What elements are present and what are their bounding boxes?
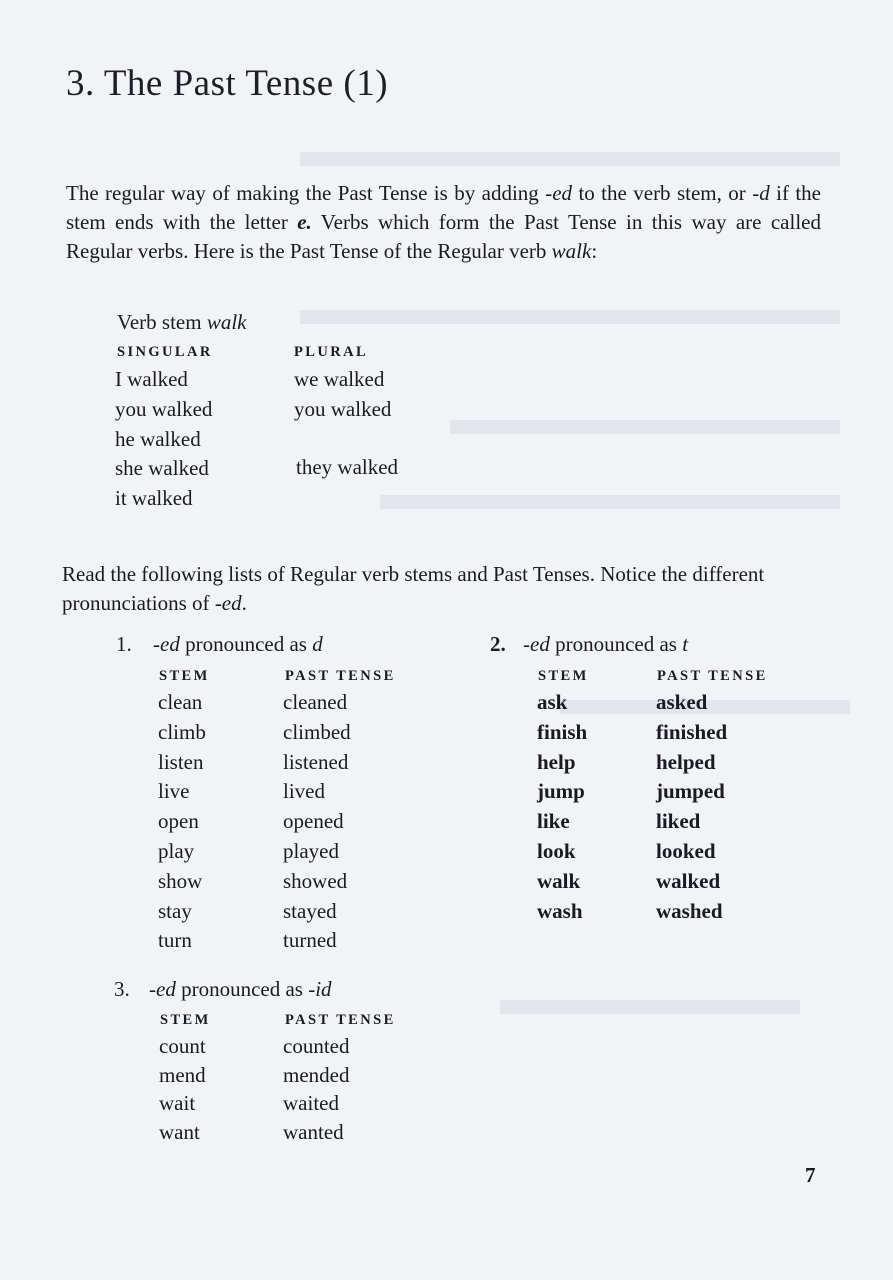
intro-paragraph	[66, 179, 821, 266]
singular-forms	[115, 365, 212, 514]
list-1-number: 1.	[116, 632, 132, 656]
list-2-past	[656, 688, 727, 926]
list-2-stems	[537, 688, 587, 926]
list-1-label: pronounced as	[179, 632, 313, 656]
past-word: mended	[283, 1062, 350, 1087]
list-3-past-header: PAST TENSE	[285, 1012, 396, 1028]
page-number: 7	[805, 1163, 816, 1187]
past-word: wanted	[283, 1119, 344, 1144]
stem-word: clean	[158, 690, 203, 714]
list-3-number: 3.	[114, 977, 130, 1001]
intro-text-2: to the verb stem, or	[572, 181, 753, 205]
singular-form: it walked	[115, 486, 193, 511]
past-word: washed	[656, 898, 723, 923]
past-word: lived	[283, 779, 325, 804]
stem-word: turn	[158, 928, 192, 953]
past-word: stayed	[283, 898, 337, 923]
past-word: jumped	[656, 779, 725, 804]
past-word: looked	[656, 838, 716, 863]
list-3-stems	[159, 1032, 206, 1146]
stem-word: jump	[537, 779, 585, 804]
read-instruction	[62, 560, 822, 618]
list-2-suffix: -ed	[523, 632, 550, 656]
list-2-label: pronounced as	[549, 632, 683, 656]
list-2-past-header: PAST TENSE	[657, 668, 768, 684]
list-1-sound: d	[312, 632, 323, 656]
plural-form: they walked	[296, 455, 399, 479]
past-word: listened	[283, 749, 349, 774]
list-3-suffix: -ed	[149, 977, 176, 1001]
stem-word: walk	[537, 868, 581, 893]
page-title: 3. The Past Tense (1)	[66, 63, 389, 104]
plural-form: you walked	[294, 397, 392, 421]
stem-word: listen	[158, 749, 204, 774]
list-1-suffix: -ed	[153, 632, 180, 656]
stem-word: stay	[158, 898, 192, 923]
past-word: walked	[656, 868, 721, 893]
list-3-label: pronounced as	[175, 977, 309, 1001]
list-1-heading	[116, 632, 323, 657]
list-1-past-header: PAST TENSE	[285, 668, 396, 684]
intro-text-3: if the stem ends with the letter	[66, 181, 822, 234]
past-word: climbed	[283, 719, 351, 744]
past-word: liked	[656, 809, 701, 834]
stem-word: climb	[158, 719, 206, 744]
intro-letter-e: e.	[297, 210, 312, 234]
past-word: turned	[283, 928, 337, 953]
singular-form: you walked	[115, 396, 213, 421]
list-3-heading	[114, 977, 332, 1002]
stem-word: count	[159, 1034, 206, 1058]
list-1-past	[283, 688, 351, 956]
intro-text-4: Verbs which form the Past Tense in this way are called Regular verbs. Here is the Past Tense of the Regular verb	[66, 210, 821, 263]
singular-header: SINGULAR	[117, 344, 213, 360]
past-word: asked	[656, 690, 708, 714]
verb-stem-text: Verb stem	[117, 310, 202, 334]
verb-stem-value: walk	[206, 310, 247, 334]
past-word: finished	[656, 719, 728, 744]
list-1-stems	[158, 688, 206, 956]
list-3-sound: -id	[308, 977, 332, 1001]
past-word: cleaned	[283, 690, 348, 714]
list-3-stem-header: STEM	[160, 1012, 211, 1028]
stem-word: mend	[159, 1062, 206, 1087]
read-suffix-ed: -ed	[214, 591, 242, 615]
past-word: counted	[283, 1034, 350, 1058]
stem-word: look	[537, 838, 576, 863]
past-word: played	[283, 838, 339, 863]
intro-text-5: :	[591, 239, 598, 263]
stem-word: live	[158, 779, 190, 804]
stem-word: like	[537, 809, 570, 834]
past-word: helped	[656, 749, 716, 774]
plural-form: we walked	[294, 367, 385, 391]
stem-word: want	[159, 1119, 200, 1144]
stem-word: show	[158, 868, 203, 893]
singular-form: I walked	[115, 367, 188, 391]
read-text: Read the following lists of Regular verb stems and Past Tenses. Notice the different pronunciations of	[62, 562, 765, 615]
singular-form: he walked	[115, 426, 201, 451]
read-text-end: .	[241, 591, 247, 615]
list-2-number: 2.	[490, 632, 506, 656]
list-3-past	[283, 1032, 349, 1146]
list-2-stem-header: STEM	[538, 668, 589, 684]
past-word: waited	[283, 1091, 339, 1115]
stem-word: open	[158, 809, 199, 834]
intro-verb-walk: walk	[551, 239, 592, 263]
intro-suffix-d: -d	[752, 181, 770, 205]
past-word: opened	[283, 809, 344, 834]
verb-stem-label	[117, 310, 247, 335]
singular-form: she walked	[115, 456, 209, 481]
list-2-heading	[490, 632, 688, 657]
intro-text-1: The regular way of making the Past Tense is by adding	[66, 181, 546, 205]
stem-word: play	[158, 838, 195, 863]
intro-suffix-ed: -ed	[545, 181, 573, 205]
list-1-stem-header: STEM	[159, 668, 210, 684]
stem-word: finish	[537, 719, 588, 744]
list-2-sound: t	[682, 632, 689, 656]
past-word: showed	[283, 868, 348, 893]
stem-word: help	[537, 749, 576, 774]
stem-word: ask	[537, 690, 568, 714]
plural-header: PLURAL	[294, 344, 369, 360]
stem-word: wait	[159, 1091, 196, 1115]
stem-word: wash	[537, 898, 583, 923]
